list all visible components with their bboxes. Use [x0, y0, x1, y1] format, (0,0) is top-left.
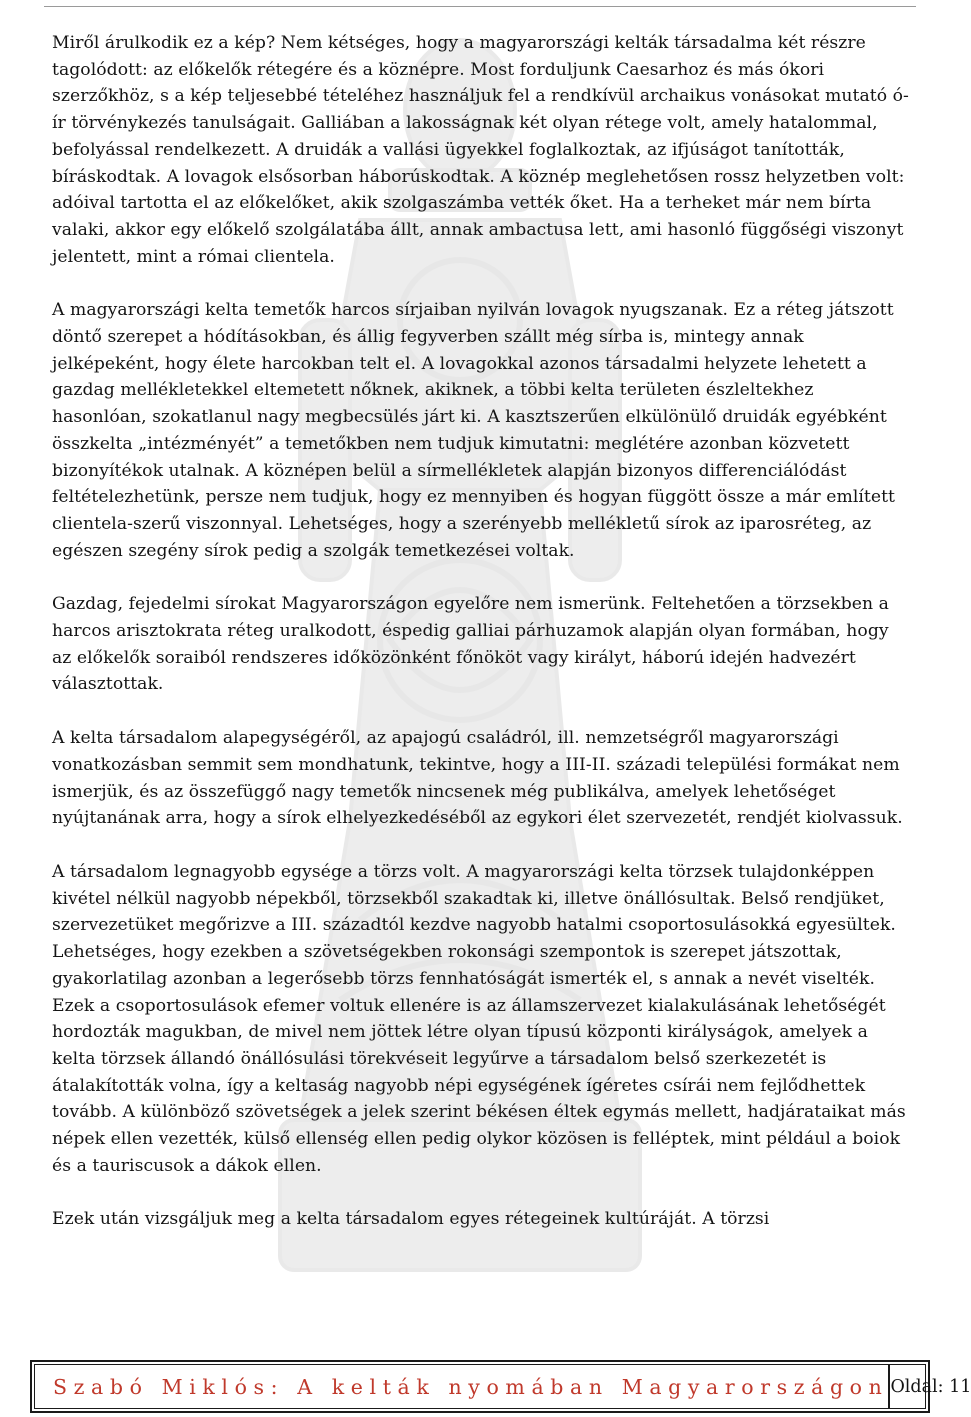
footer-title: Szabó Miklós: A kelták nyomában Magyarországon: [53, 1374, 889, 1399]
page-number: Oldal: 11: [888, 1365, 971, 1408]
page-footer: [30, 1360, 971, 1413]
paragraph-4: A kelta társadalom alapegységéről, az apajogú családról, ill. nemzetségről magyarországi vonatkozásban semmit sem mondhatunk, tekintve, hogy a III-II. századi települési formákat nem ismerjük, és az összefüggő nagy temetők nincsenek még publikálva, amelyek lehetőséget nyújtanának arra, hogy a sírok elhelyezkedéséből az egykori élet szervezetét, rendjét kiolvassuk.: [52, 728, 903, 829]
header-rule: [44, 6, 916, 7]
paragraph-1: Miről árulkodik ez a kép? Nem kétséges, hogy a magyarországi kelták társadalma két részre tagolódott: az előkelők rétegére és a köznépre. Most forduljunk Caesarhoz és más ókori szerzőkhöz, s a kép teljesebbé tételéhez használjuk fel a rendkívül archaikus vonásokat mutató ó-ír törvénykezés tanulságait. Galliában a lakosságnak két olyan rétege volt, amely hatalommal, befolyással rendelkezett. A druidák a vallási ügyekkel foglalkoztak, az ifjúságot tanították, bíráskodtak. A lovagok elsősorban háborúskodtak. A köznép meglehetősen rossz helyzetben volt: adóival tartotta el az előkelőket, akik szolgaszámba vették őket. Ha a terheket már nem bírta valaki, akkor egy előkelő szolgálatába állt, annak ambactusa lett, ami hasonló függőségi viszonyt jelentett, mint a római clientela.: [52, 33, 909, 267]
footer-frame: [34, 1364, 971, 1409]
paragraph-5: A társadalom legnagyobb egysége a törzs volt. A magyarországi kelta törzsek tulajdonképpen kivétel nélkül nagyobb népekből, törzsekből szakadtak ki, illetve önállósultak. Belső rendjüket, szervezetüket megőrizve a III. századtól kezdve nagyobb hatalmi csoportosulásokká egyesültek. Lehetséges, hogy ezekben a szövetségekben rokonsági szempontok is szerepet játszottak, gyakorlatilag azonban a legerősebb törzs fennhatóságát ismerték el, s annak a nevét viselték. Ezek a csoportosulások efemer voltuk ellenére is az államszervezet kialakulásának lehetőségét hordozták magukban, de mivel nem jöttek létre olyan típusú központi királyságok, amelyek a kelta törzsek állandó önállósulási törekvéseit legyűrve a társadalom belső szerkezetét is átalakították volna, így a keltaság nagyobb népi egységének ígéretes csírái nem fejlődhettek tovább. A különböző szövetségek a jelek szerint békésen éltek egymás mellett, hadjárataikat más népek ellen vezették, külső ellenség ellen pedig olykor közösen is felléptek, mint például a boiok és a tauriscusok a dákok ellen.: [52, 861, 906, 1176]
paragraph-3: Gazdag, fejedelmi sírokat Magyarországon egyelőre nem ismerünk. Feltehetően a törzsekben a harcos arisztokrata réteg uralkodott, éspedig galliai párhuzamok alapján olyan formában, hogy az előkelők soraiból rendszeres időközönként főnököt vagy királyt, háború idején hadvezért választottak.: [52, 594, 889, 695]
document-body: [52, 30, 912, 1260]
paragraph-2: A magyarországi kelta temetők harcos sírjaiban nyilván lovagok nyugszanak. Ez a réteg játszott döntő szerepet a hódításokban, és állig fegyverben szállt még sírba is, mintegy annak jelképeként, hogy élete harcokban telt el. A lovagokkal azonos társadalmi helyzete lehetett a gazdag mellékletekkel eltemetett nőknek, akiknek, a többi kelta területen észleltekhez hasonlóan, szokatlanul nagy megbecsülés járt ki. A kasztszerűen elkülönülő druidák egyébként összkelta „intézményét” a temetőkben nem tudjuk kimutatni: meglétére azonban közvetett bizonyítékok utalnak. A köznépen belül a sírmellékletek alapján bizonyos differenciálódást feltételezhetünk, persze nem tudjuk, hogy ez mennyiben és hogyan függött össze a már említett clientela-szerű viszonnyal. Lehetséges, hogy a szerényebb mellékletű sírok az iparosréteg, az egészen szegény sírok pedig a szolgák temetkezései voltak.: [52, 300, 896, 561]
paragraph-6: Ezek után vizsgáljuk meg a kelta társadalom egyes rétegeinek kultúráját. A törzsi: [52, 1209, 770, 1230]
